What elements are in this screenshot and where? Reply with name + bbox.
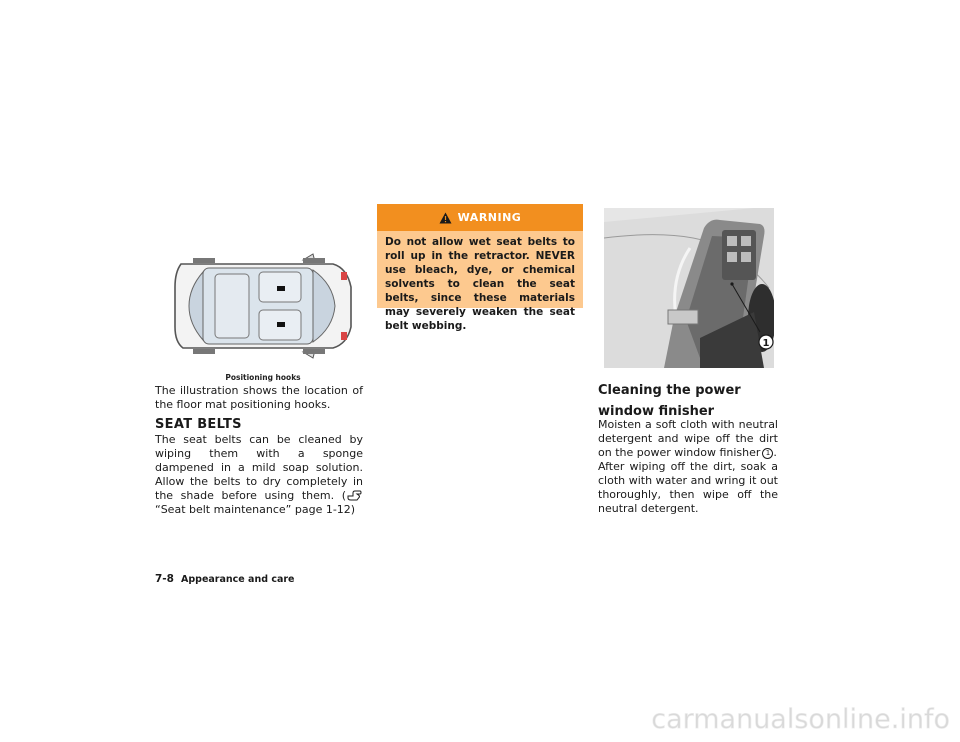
section-name: Appearance and care <box>181 574 295 585</box>
watermark-text: carmanualsonline.info <box>651 704 950 735</box>
finisher-paragraph-1 <box>598 418 778 460</box>
finisher-paragraph-1-end: . <box>773 446 777 459</box>
warning-title: WARNING <box>457 211 522 224</box>
finisher-paragraph-1-text: Moisten a soft cloth with neutral detergent and wipe off the dirt on the power window finisher <box>598 418 778 459</box>
seat-belt-maintenance-reference[interactable]: “Seat belt maintenance” page 1-12) <box>155 503 356 516</box>
warning-triangle-icon <box>439 212 452 224</box>
power-window-finisher-body <box>598 418 778 516</box>
warning-box <box>377 204 583 332</box>
warning-text: Do not allow wet seat belts to roll up in the retractor. NEVER use bleach, dye, or chemical solvents to clean the seat belts, since these materials may severely weaken the seat belt webbing. <box>385 236 575 332</box>
seat-belts-body <box>155 433 363 517</box>
floor-mat-hooks-illustration <box>163 232 363 372</box>
power-window-finisher-illustration <box>604 208 774 368</box>
reference-hand-icon <box>347 490 362 501</box>
power-window-finisher-heading: Cleaning the power window finisher <box>598 383 741 419</box>
figure-caption: Positioning hooks <box>225 373 301 382</box>
callout-number-inline: 1 <box>762 448 773 459</box>
finisher-paragraph-2: After wiping off the dirt, soak a cloth with water and wring it out thoroughly, then wipe off the neutral detergent. <box>598 460 778 515</box>
warning-header <box>377 204 583 231</box>
seat-belts-heading: SEAT BELTS <box>155 417 242 432</box>
floor-mat-intro-text: The illustration shows the location of the floor mat positioning hooks. <box>155 384 363 411</box>
seat-belts-body-text: The seat belts can be cleaned by wiping them with a sponge dampened in a mild soap solution. Allow the belts to dry completely in the shade before using them. ( <box>155 433 363 502</box>
page-number: 7-8 <box>155 573 174 585</box>
watermark-logo <box>612 700 952 736</box>
callout-number-1: 1 <box>762 338 770 349</box>
